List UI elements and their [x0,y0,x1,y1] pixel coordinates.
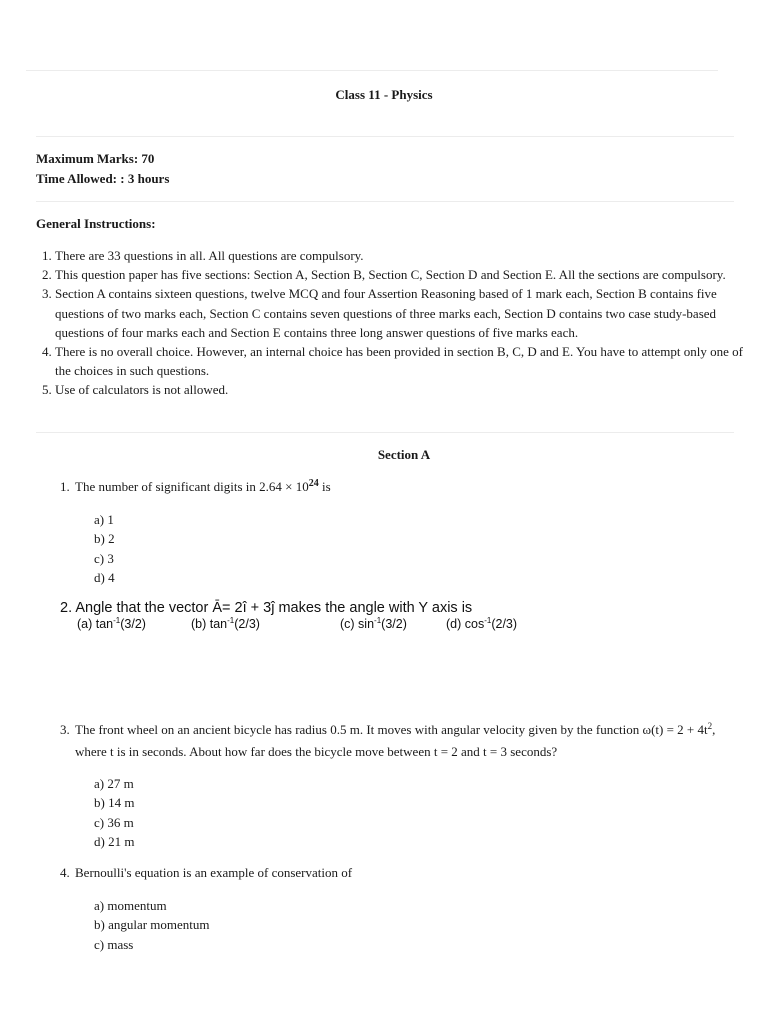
option-a: a) momentum [94,898,167,913]
question-2 [60,598,518,631]
question-4 [60,862,730,884]
instruction-item: 2. This question paper has five sections: Section A, Section B, Section C, Section D and Section E. All the sections are compulsory. [55,265,745,284]
instruction-item: 3. Section A contains sixteen questions, twelve MCQ and four Assertion Reasoning based of 1 mark each, Section B contains five questions of two marks each, Section C contains seven questions of three marks each, Section D contains two case study-based questions of four marks each and Section E contains three long answer questions of five marks each. [55,284,745,342]
instruction-item: 1. There are 33 questions in all. All questions are compulsory. [55,246,745,265]
question-number: 2. [60,600,73,616]
instruction-item: 5. Use of calculators is not allowed. [55,380,745,399]
question-1 [60,476,730,498]
top-divider [26,70,718,71]
instruction-item: 4. There is no overall choice. However, an internal choice has been provided in section B, C, D and E. You have to attempt only one of the choices in such questions. [55,342,745,380]
question-1-options [94,510,115,587]
section-title: Section A [377,447,431,462]
option-b: b) 14 m [94,795,135,811]
instructions-divider [36,432,734,433]
question-text-end: , where t is in seconds. About how far does the bicycle move between t = 2 and t = 3 seconds? [75,722,716,759]
question-number: 3. [60,722,70,737]
option-a: (a) $\tan^{-1}(3/2)$ [77,616,146,631]
question-exponent: 2 [707,721,713,731]
instructions-heading: General Instructions: [36,216,156,231]
question-number: 1. [60,479,70,494]
question-number: 4. [60,865,70,880]
page-title: Class 11 - Physics [335,87,433,102]
time-allowed: Time Allowed: : 3 hours [36,171,170,186]
question-4-options [94,896,210,954]
question-text-end: is [318,479,331,494]
option-b: b) angular momentum [94,917,210,933]
option-c: c) 3 [94,550,114,566]
meta-divider [36,201,734,202]
question-text: The front wheel on an ancient bicycle has radius 0.5 m. It moves with angular velocity given by the function ω(t) = 2 + 4t [75,722,708,737]
option-c: (c) $\sin^{-1}(3/2)$ [340,616,407,631]
option-a: a) 1 [94,512,114,527]
option-d: d) 21 m [94,833,135,849]
instructions-list [36,246,745,400]
option-a: a) 27 m [94,776,134,791]
question-text: Bernoulli's equation is an example of conservation of [75,865,353,880]
option-b: b) 2 [94,531,115,547]
option-d: d) 4 [94,569,115,585]
option-b: (b) $\tan^{-1}(2/3)$ [191,616,260,631]
question-3-options [94,774,134,851]
question-text: The number of significant digits in 2.64 × 10 [75,479,309,494]
option-c: c) 36 m [94,814,134,830]
option-d: (d) $\cos^{-1}(2/3)$ [446,616,518,631]
option-c: c) mass [94,936,134,952]
question-text: Angle that the vector Ā= 2î + 3ĵ makes the angle with Y axis is [75,600,473,616]
max-marks: Maximum Marks: 70 [36,151,155,166]
question-3 [60,719,730,763]
title-divider [36,136,734,137]
question-exponent: 24 [308,478,319,489]
